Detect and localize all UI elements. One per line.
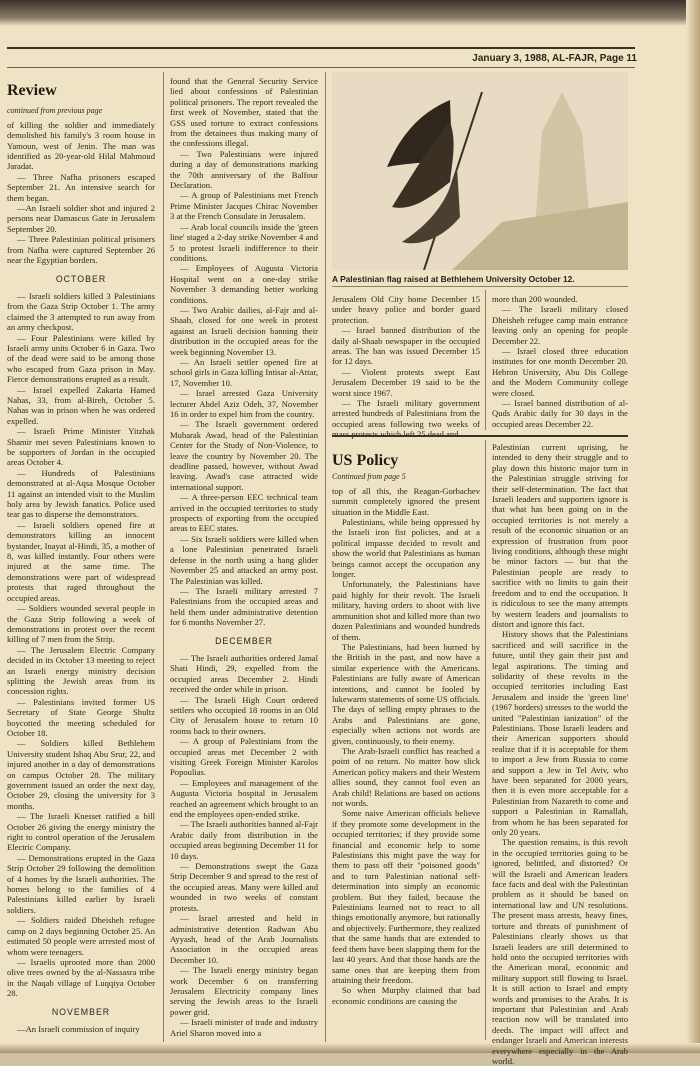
review-column-2 [170, 76, 318, 1038]
column-divider [485, 290, 486, 430]
paragraph: — Six Israeli soldiers were killed when a lone Palestinian penetrated Israeli defense in the north using a hang glider November 25 and attacked an army post. The Palestinian was killed. [170, 533, 318, 586]
paragraph: found that the General Security Service lied about confessions of Palestinian political prisoners. The report revealed the first week of November, stated that the GSS used torture to extract confessions from the detainees thus making many of the confessions illegal. [170, 76, 318, 149]
paragraph: The Arab-Israeli conflict has reached a point of no return. No matter how slick American policy makers and their Western allies sound, they cannot fool even an Arab child! Relations are based on actions not words. [332, 745, 480, 808]
col1-november [7, 1024, 155, 1034]
paragraph: — Employees of Augusta Victoria Hospital went on a one-day strike November 3 demanding better working conditions. [170, 263, 318, 305]
review-column-3 [332, 294, 480, 440]
column-divider [163, 72, 164, 1042]
uspolicy-continued: Continued from page 5 [332, 472, 406, 482]
paragraph: Palestinians, while being oppressed by the Israeli iron fist policies, and at a political impasse decided to revolt and show the world that Palestinians as human beings cannot accept the occupation any longer. [332, 517, 480, 580]
paragraph: History shows that the Palestinians sacrificed and will sacrifice in the future, until they gain their just and legal aspirations. The timing and solidarity of these revolts in the occupied territories including East Jerusalem and inside the 'green line' (1967 borders) stresses to the world the united "Palestinian ianization" of the Palestinians. Those Israeli leaders and their American supporters should realize that if it is acceptable for them to import a Jew from Russia to come and support a Jew in Tel Aviv, who have been separated for 2000 years, then it is even more acceptable for a Palestinian from Nazareth to come and support a Palestinian in Ramallah, from whom he has been separated for only 20 years. [492, 629, 628, 838]
paragraph: — The Israeli Knesset ratified a bill October 26 giving the energy ministry the right to control operation of the Jerusalem Electric Company. [7, 811, 155, 853]
paragraph: — A group of Palestinians from the occupied areas met December 2 with visiting Greek Foreign Minister Karolos Popoulias. [170, 736, 318, 778]
paragraph: — The Israeli energy ministry began work December 6 on transferring Jerusalem Electricity company lines serving the Jewish areas to the Israeli power grid. [170, 965, 318, 1017]
paragraph: Jerusalem Old City home December 15 under heavy police and border guard protection. [332, 294, 480, 325]
paragraph: Palestinian current uprising, he intended to deny their struggle and to play down this historic major turn in the Palestinian struggle striving for their self-determination. The fact that Israeli leaders and supporters ignore is that what has been going on in the occupied territories is not merely a result of the economic situation or an expression of frustration from poor living conditions, although these might be minor factors — but that the Palestinian people are ready to sacrifice with no limits to gain their freedom and to end the occupation. It is ridiculous to see the many attempts by western leaders and journalists to distort and ignore this fact. [492, 442, 628, 629]
paragraph: — Israel closed three education institutes for one month December 20. Hebron University, Abu Dis College and the Modern Community college were closed. [492, 346, 628, 398]
paragraph: — Four Palestinians were killed by Israeli army units October 6 in Gaza. Two of the dead were said to be among those who escaped from Gaza prison in May. Fierce demonstrations erupted as a result. [7, 332, 155, 385]
paragraph: — The Israeli military closed Dheisheh refugee camp main entrance leaving only an opening for people December 22. [492, 304, 628, 346]
paragraph: — Israeli Prime Minister Yitzhak Shamir met seven Palestinians known to be supporters of Jordan in the occupied areas October 4. [7, 426, 155, 468]
section-rule [332, 435, 628, 437]
review-headline: Review [7, 82, 57, 99]
col2-pre [170, 76, 318, 628]
paragraph: Unfortunately, the Palestinians have paid highly for their revolt. The Israeli military, having orders to shoot with live ammunition shot and killed more than two dozen Palestinians and wounded hundreds of them. [332, 579, 480, 642]
paragraph: — Three Palestinian political prisoners from Nafha were captured September 26 near the Egyptian borders. [7, 234, 155, 266]
paragraph: — Two Arabic dailies, al-Fajr and al-Shaab, closed for one week in protest against an Israeli decision banning their distribution in the occupied areas for the week beginning November 13. [170, 304, 318, 357]
continued-line: continued from previous page [7, 106, 103, 116]
paragraph: So when Murphy claimed that bad economic conditions are causing the [332, 985, 480, 1006]
paragraph: — Israeli soldiers opened fire at demonstrators killing an innocent bystander, Inayat al-Hindi, 35, a mother of 8, was killed instantly. Four others were injured at the same time. The demonstrations were part of widespread protests that raged throughout the occupied areas. [7, 519, 155, 603]
paragraph: —An Israeli soldier shot and injured 2 persons near Damascus Gate in Jerusalem September 20. [7, 203, 155, 234]
paragraph: — The Israeli military arrested 7 Palestinians from the occupied areas and held them under administrative detention for 6 months November 27. [170, 585, 318, 628]
uspolicy-headline: US Policy [332, 452, 399, 469]
paragraph: —An Israeli commission of inquiry [17, 1023, 140, 1034]
paragraph: — Demonstrations erupted in the Gaza Strip October 29 following the demolition of 4 homes by the Israeli authorities. The homes belong to the families of 4 Palestinians killed earlier by Israeli soldiers. [7, 852, 155, 915]
paragraph: — Israel banned distribution of the daily al-Shaab newspaper in the occupied areas. The ban was issued December 15 for 12 days. [332, 325, 480, 367]
month-heading-november: NOVEMBER [51, 1006, 111, 1017]
top-rule [7, 47, 635, 49]
paragraph: more than 200 wounded. [492, 294, 578, 304]
paragraph: — Israel arrested and held in administrative detention Radwan Abu Ayyash, head of the Arab Journalists Association in the occupied areas December 10. [170, 913, 318, 965]
scan-right-edge [686, 0, 700, 1053]
month-heading-october: OCTOBER [55, 273, 107, 284]
review-column-1 [7, 82, 155, 1034]
paragraph: — Two Palestinians were injured during a day of demonstrations marking the 70th anniversary of the Balfour Declaration. [170, 148, 318, 191]
paragraph: Some naive American officials believe if they promote some development in the occupied territories; if they provide some financial and economic help to some Palestinians this might pave the way for them to pass off their "poisoned goods" and to turn Palestinian national self-determination into simply an economic problem. But they failed, because the Palestinians learned not to react to all things emotionally anymore, but rationally and objectively. Furthermore, they realized that the same hands that are extended to feed them have been slapping them for the last 40 years. And that those hands are the same ones that are keeping them from attaining their freedom. [332, 808, 480, 985]
paragraph: — Soldiers wounded several people in the Gaza Strip following a week of demonstrations in protest over the recent killing of 7 men from the Strip. [7, 603, 155, 645]
paragraph: — Israeli minister of trade and industry Ariel Sharon moved into a [170, 1017, 318, 1038]
paragraph: The Palestinians, had been burned by the British in the past, and now have a similar experience with the Americans. Palestinians are fully aware of American intentions, and cannot be fooled by lukewarm statements of some US officials. The days of selling empty phrases to the Arabs and Palestinians are gone, especially when actions not words are given, continuously, to their enemy. [332, 641, 480, 746]
paragraph: — Three Nafha prisoners escaped September 21. An intensive search for them began. [7, 171, 155, 203]
paragraph: — A group of Palestinians met French Prime Minister Jacques Chirac November 3 at the French Consulate in Jerusalem. [170, 190, 318, 222]
paragraph: — Soldiers killed Bethlehem University student Ishaq Abu Srur, 22, and injured another in a day of demonstrations on campus October 28. The military government issued an order the next day, October 29, closing the university for 3 months. [7, 738, 155, 811]
paragraph: — Palestinians invited former US Secretary of State George Shultz boycotted the meeting scheduled for October 18. [7, 696, 155, 738]
paragraph: — Demonstrations swept the Gaza Strip December 9 and spread to the rest of the occupied areas. Many were killed and wounded in two weeks of constant protests. [170, 861, 318, 913]
uspolicy-column-2 [492, 442, 628, 1066]
paragraph: — The Israeli military government arrested hundreds of Palestinians from the occupied areas following two weeks of [332, 398, 480, 429]
paragraph: — Hundreds of Palestinians demonstrated at al-Aqsa Mosque October 11 against an intended visit to the Muslim holy area by Jewish fanatics. Police used tear gas to disperse the demonstrators. [7, 467, 155, 520]
paragraph: — Employees and management of the Augusta Victoria hospital in Jerusalem reached an agreement which brought to an end the employees open-ended strike. [170, 777, 318, 820]
col2-december [170, 653, 318, 1038]
paragraph: — Israelis uprooted more than 2000 olive trees owned by the al-Nassasra tribe in the Naqab village of Luqqiya October 28. [7, 956, 155, 999]
paragraph: — The Jerusalem Electric Company decided in its October 13 meeting to reject an Israeli energy ministry decision splitting the Jewish areas from its concession rights. [7, 644, 155, 697]
paragraph: — Israel banned distribution of al-Quds Arabic daily for 30 days in the occupied areas December 22. [492, 398, 628, 429]
scan-top-shadow [0, 0, 700, 26]
paragraph: of killing the soldier and immediately demolished his family's 3 room house in Yamoun, west of Jenin. The man was identified as 20-year-old Hilal Mahmoud Jaradat. [7, 119, 155, 172]
review-column-4 [492, 294, 628, 429]
col3-top [332, 294, 480, 440]
uspolicy-column-1 [332, 452, 480, 1006]
paragraph: The question remains, is this revolt in the occupied territories going to be ignored, belittled, and distorted? Or will the Israeli and American leaders face facts and deal with the Palestinian problem as it should be based on international law and UN resolutions. The present mass arrests, heavy fines, torture and threats of punishment of Palestinians clearly shows us that Israeli leaders are still determined to hold onto the occupied territories with the American moral, economic and military support still flowing to Israel. It is still action to Israel and empty words and promises to the Arabs. It is important that Palestinian and Arab reaction now will be translated into deeds. The impact will affect and endanger Israeli and American interests everywhere especially in the Arab world. [492, 837, 629, 1066]
page-header: January 3, 1988, AL-FAJR, Page 11 [472, 53, 637, 64]
paragraph: — An Israeli settler opened fire at school girls in Gaza killing Intisar al-Attar, 17, November 10. [170, 356, 318, 388]
uspolicy-col4 [492, 442, 628, 1066]
paragraph: — The Israeli authorities ordered Jamal Shati Hindi, 29, expelled from the occupied areas December 2. Hindi received the order while in prison. [170, 652, 318, 695]
paragraph: — The Israeli authorities banned al-Fajr Arabic daily from distribution in the occupied areas beginning December 11 for 10 days. [170, 819, 319, 861]
paragraph: — Israel expelled Zakaria Hamed Nahas, 33, from al-Bireh, October 5. Nahas was in prison when he was ordered expelled. [7, 384, 155, 426]
paragraph: — The Israeli government ordered Mubarak Awad, head of the Palestinian Center for the Study of Non-Violence, to leave the country by November 20. The deadline passed, however, without Awad leaving. Awad's case attracted wide international support. [170, 419, 318, 492]
photo-illustration [332, 72, 628, 270]
col1-pre [7, 120, 155, 266]
paragraph: — A three-person EEC technical team arrived in the occupied territories to study prospects of exporting from the occupied areas to EEC states. [170, 492, 318, 534]
caption-rule [332, 286, 628, 287]
paragraph: — Israeli soldiers killed 3 Palestinians from the Gaza Strip October 1. The army claimed the 3 attempted to run away from an army checkpost. [7, 290, 155, 333]
col1-october [7, 291, 155, 999]
paragraph: top of all this, the Reagan-Gorbachev summit completely ignored the present situation in the Middle East. [332, 485, 480, 517]
header-rule [7, 67, 635, 68]
column-divider [485, 440, 486, 1040]
uspolicy-col3 [332, 486, 480, 1006]
paragraph: — The Israeli High Court ordered settlers who occupied 18 rooms in an Old City of Jerusalem house to return 10 rooms back to their owners. [170, 694, 318, 736]
column-divider [325, 72, 326, 1042]
photo-caption: A Palestinian flag raised at Bethlehem University October 12. [332, 274, 575, 284]
paragraph: — Arab local councils inside the 'green line' staged a 2-day strike November 4 and 5 to protest Israeli indifference to their conditions. [170, 221, 318, 263]
paragraph: — Soldiers raided Dheisheh refugee camp on 2 days beginning October 25. An estimated 50 people were arrested most of whom were teenagers. [7, 915, 155, 957]
paragraph: — Violent protests swept East Jerusalem December 19 said to be the worst since 1967. [332, 366, 480, 398]
col4-top [492, 294, 628, 429]
month-heading-december: DECEMBER [215, 635, 273, 646]
paragraph: — Israel arrested Gaza University lecturer Abdel Aziz Odeh, 37, November 16 in order to expel him from the country. [170, 388, 318, 419]
flag-photo [332, 72, 628, 270]
